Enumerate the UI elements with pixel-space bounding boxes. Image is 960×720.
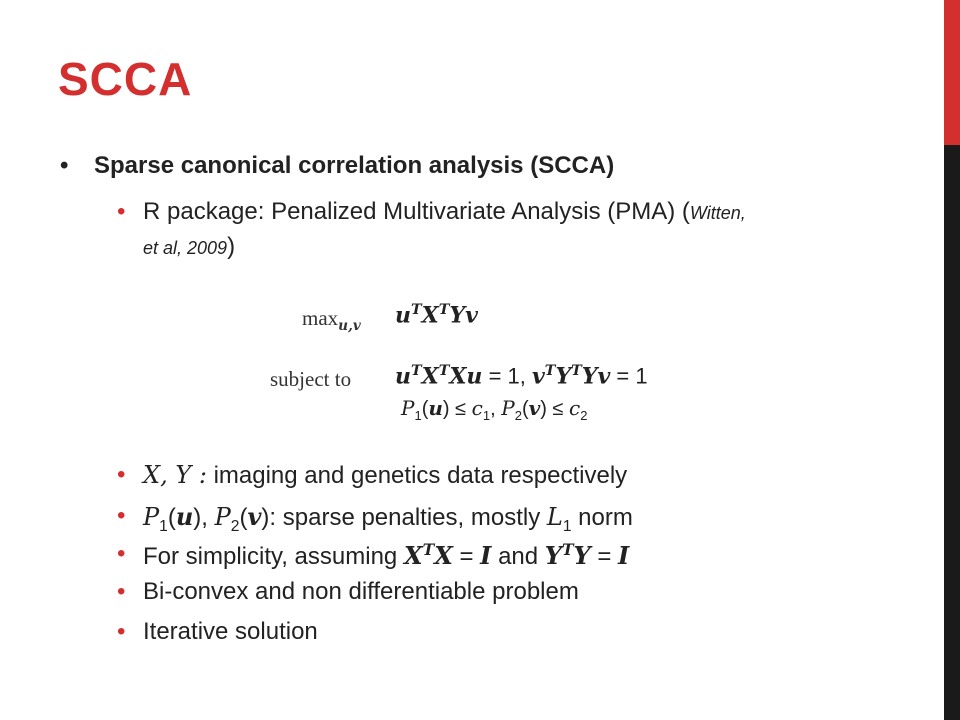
constraint-2: $P_1(u) \le c_1$, $P_2(v) \le c_2$ bbox=[401, 396, 588, 423]
bullet-norm: norm bbox=[578, 504, 633, 531]
eq2: = 1 bbox=[616, 363, 648, 389]
package-line-1 bbox=[143, 198, 746, 226]
package-line-2 bbox=[143, 233, 235, 261]
max-subscript: u,v bbox=[338, 318, 361, 335]
bullet-simplicity-text: For simplicity, assuming bbox=[143, 543, 398, 570]
citation-part-2: et al, 2009 bbox=[143, 238, 228, 258]
bullet-simplicity: For simplicity, assuming $X^TX = I$ and $Y^TY = I$ bbox=[143, 540, 630, 570]
bullet-marker: • bbox=[117, 540, 126, 567]
bullet-xy-math: X, Y : bbox=[143, 461, 207, 489]
bullet-xy-text: imaging and genetics data respectively bbox=[213, 462, 628, 489]
bullet-penalties-text: sparse penalties, mostly bbox=[282, 504, 541, 531]
bullet-x-y bbox=[143, 461, 627, 490]
bullet-biconvex: Bi-convex and non differentiable problem bbox=[143, 578, 579, 605]
package-suffix: ) bbox=[227, 233, 236, 260]
slide-title: SCCA bbox=[58, 53, 193, 105]
bullet-iterative: Iterative solution bbox=[143, 618, 318, 645]
bullet-penalties: $P_1(u)$, $P_2(v)$: sparse penalties, mostly $L_1$ norm bbox=[143, 502, 633, 535]
bullet-marker: • bbox=[117, 461, 126, 488]
max-label: max bbox=[302, 306, 339, 330]
bullet-marker: • bbox=[117, 618, 126, 645]
max-operator bbox=[302, 306, 361, 334]
citation-part-1: Witten, bbox=[689, 203, 746, 223]
subject-to-label: subject to bbox=[270, 367, 352, 391]
main-bullet: Sparse canonical correlation analysis (SCCA) bbox=[94, 152, 615, 179]
constraint-1: $u^TX^TXu = 1$, $v^TY^TYv = 1$ bbox=[395, 363, 648, 390]
side-bar-accent bbox=[944, 0, 960, 145]
eq1: = 1, bbox=[488, 363, 526, 389]
bullet-marker: • bbox=[117, 502, 126, 529]
bullet-marker: • bbox=[60, 152, 69, 179]
bullet-marker: • bbox=[117, 578, 126, 605]
package-prefix: R package: Penalized Multivariate Analysis (PMA) ( bbox=[143, 198, 690, 225]
bullet-marker: • bbox=[117, 198, 126, 225]
bullet-and: and bbox=[498, 543, 539, 570]
objective: $u^TX^TYv$ bbox=[395, 302, 478, 329]
